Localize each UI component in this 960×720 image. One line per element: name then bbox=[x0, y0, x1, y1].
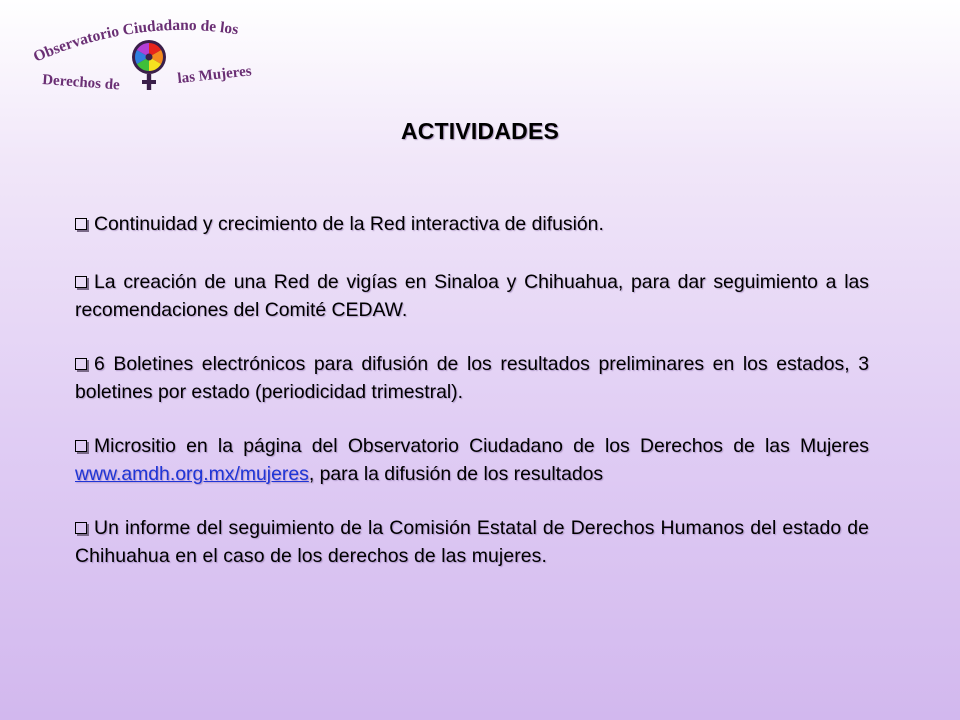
logo-text-line1: Observatorio Ciudadano de los bbox=[30, 16, 240, 66]
checkbox-bullet-icon bbox=[75, 440, 87, 452]
activities-list bbox=[75, 210, 869, 596]
item-text-before: Micrositio en la página del Observatorio Ciudadano de los Derechos de las Mujeres bbox=[94, 435, 869, 457]
item-text: Continuidad y crecimiento de la Red interactiva de difusión. bbox=[94, 213, 604, 235]
checkbox-bullet-icon bbox=[75, 276, 87, 288]
item-text: Un informe del seguimiento de la Comisión Estatal de Derechos Humanos del estado de Chihuahua en el caso de los derechos de las mujeres. bbox=[75, 517, 869, 567]
item-text-after: , para la difusión de los resultados bbox=[308, 463, 604, 485]
page-title: ACTIVIDADES bbox=[400, 118, 560, 144]
checkbox-bullet-icon bbox=[75, 358, 87, 370]
logo-text-line2-left: Derechos de bbox=[41, 72, 121, 94]
list-item bbox=[75, 432, 869, 488]
micrositio-link[interactable]: www.amdh.org.mx/mujeres bbox=[75, 463, 309, 485]
list-item bbox=[75, 210, 869, 238]
list-item bbox=[75, 514, 869, 570]
checkbox-bullet-icon bbox=[75, 218, 87, 230]
list-item bbox=[75, 268, 869, 324]
logo-text-line2-right: las Mujeres bbox=[176, 63, 253, 87]
observatorio-logo bbox=[28, 14, 298, 100]
checkbox-bullet-icon bbox=[75, 522, 87, 534]
venus-color-wheel-icon bbox=[132, 40, 166, 90]
item-text: 6 Boletines electrónicos para difusión de los resultados preliminares en los estados, 3 boletines por estado (periodicidad trimestral). bbox=[75, 353, 869, 403]
item-text: La creación de una Red de vigías en Sinaloa y Chihuahua, para dar seguimiento a las recomendaciones del Comité CEDAW. bbox=[75, 271, 869, 321]
list-item bbox=[75, 350, 869, 406]
